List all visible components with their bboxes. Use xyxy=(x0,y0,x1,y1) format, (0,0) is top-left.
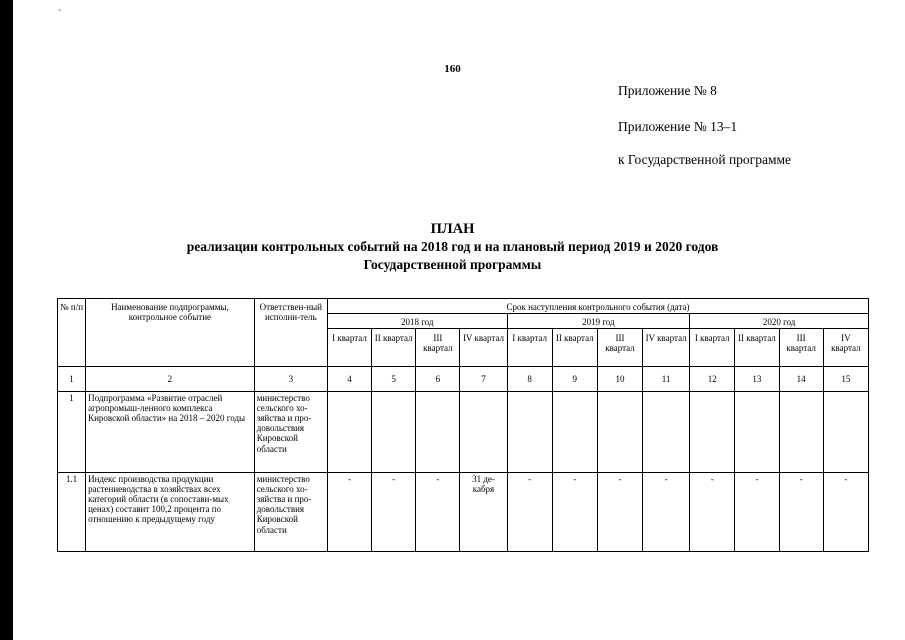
deadline-cell xyxy=(416,392,460,473)
deadline-cell xyxy=(507,392,552,473)
column-number: 13 xyxy=(735,367,779,392)
appendix-line-3: к Государственной программе xyxy=(618,152,792,167)
column-number: 9 xyxy=(552,367,597,392)
deadline-cell xyxy=(643,392,690,473)
scan-edge-bar xyxy=(0,0,13,640)
deadline-cell xyxy=(779,392,823,473)
header-quarter: IV квартал xyxy=(643,329,690,367)
column-number: 6 xyxy=(416,367,460,392)
deadline-cell xyxy=(552,392,597,473)
header-quarter: III квартал xyxy=(779,329,823,367)
column-number: 4 xyxy=(327,367,371,392)
scan-speck: ` xyxy=(58,9,62,20)
column-number: 7 xyxy=(460,367,507,392)
row-name: Индекс производства продукции растениеводства в хозяйствах всех категорий области (в сопостави-мых ценах) составит 100,2 процента по отношению к предыдущему году xyxy=(86,473,255,552)
deadline-cell xyxy=(690,392,735,473)
header-quarter: I квартал xyxy=(327,329,371,367)
column-number: 3 xyxy=(254,367,327,392)
header-year: 2018 год xyxy=(327,314,507,329)
header-name: Наименование подпрограммы, контрольное событие xyxy=(86,299,255,367)
header-quarter: IV квартал xyxy=(823,329,868,367)
column-number: 10 xyxy=(597,367,642,392)
column-number: 12 xyxy=(690,367,735,392)
header-quarter: II квартал xyxy=(552,329,597,367)
row-name: Подпрограмма «Развитие отраслей агропромыш-ленного комплекса Кировской области» на 2018 – 2020 годы xyxy=(86,392,255,473)
header-quarter: III квартал xyxy=(597,329,642,367)
deadline-cell: - xyxy=(416,473,460,552)
row-responsible: министерство сельского хо-зяйства и про-довольствия Кировской области xyxy=(254,392,327,473)
deadline-cell: - xyxy=(690,473,735,552)
header-num: № п/п xyxy=(58,299,86,367)
header-quarter: I квартал xyxy=(690,329,735,367)
deadline-cell: - xyxy=(327,473,371,552)
column-number: 15 xyxy=(823,367,868,392)
deadline-cell: - xyxy=(507,473,552,552)
column-number: 11 xyxy=(643,367,690,392)
deadline-cell: - xyxy=(823,473,868,552)
row-responsible: министерство сельского хо-зяйства и про-довольствия Кировской области xyxy=(254,473,327,552)
row-number: 1 xyxy=(58,392,86,473)
table-row xyxy=(58,392,869,473)
column-number: 1 xyxy=(58,367,86,392)
header-year: 2019 год xyxy=(507,314,690,329)
table-row xyxy=(58,473,869,552)
deadline-cell: 31 де-кабря xyxy=(460,473,507,552)
doc-subtitle: реализации контрольных событий на 2018 год и на плановый период 2019 и 2020 годов xyxy=(186,239,719,254)
deadline-cell xyxy=(735,392,779,473)
column-number: 2 xyxy=(86,367,255,392)
column-number: 5 xyxy=(372,367,416,392)
doc-subtitle-2: Государственной программы xyxy=(363,257,542,272)
header-responsible: Ответствен-ный исполни-тель xyxy=(254,299,327,367)
row-number: 1.1 xyxy=(58,473,86,552)
deadline-cell xyxy=(597,392,642,473)
deadline-cell: - xyxy=(597,473,642,552)
deadline-cell: - xyxy=(552,473,597,552)
header-quarter: III квартал xyxy=(416,329,460,367)
deadline-cell xyxy=(823,392,868,473)
header-quarter: I квартал xyxy=(507,329,552,367)
doc-title: ПЛАН xyxy=(430,221,475,237)
header-deadline: Срок наступления контрольного события (дата) xyxy=(327,299,868,314)
column-number: 14 xyxy=(779,367,823,392)
plan-table xyxy=(57,298,869,552)
header-quarter: IV квартал xyxy=(460,329,507,367)
appendix-line-2: Приложение № 13–1 xyxy=(618,119,738,134)
deadline-cell xyxy=(327,392,371,473)
header-quarter: II квартал xyxy=(372,329,416,367)
deadline-cell: - xyxy=(643,473,690,552)
deadline-cell: - xyxy=(735,473,779,552)
column-number: 8 xyxy=(507,367,552,392)
deadline-cell xyxy=(460,392,507,473)
header-quarter: II квартал xyxy=(735,329,779,367)
appendix-line-1: Приложение № 8 xyxy=(618,83,717,98)
deadline-cell xyxy=(372,392,416,473)
deadline-cell: - xyxy=(779,473,823,552)
header-year: 2020 год xyxy=(690,314,869,329)
deadline-cell: - xyxy=(372,473,416,552)
page-number: 160 xyxy=(444,63,461,75)
